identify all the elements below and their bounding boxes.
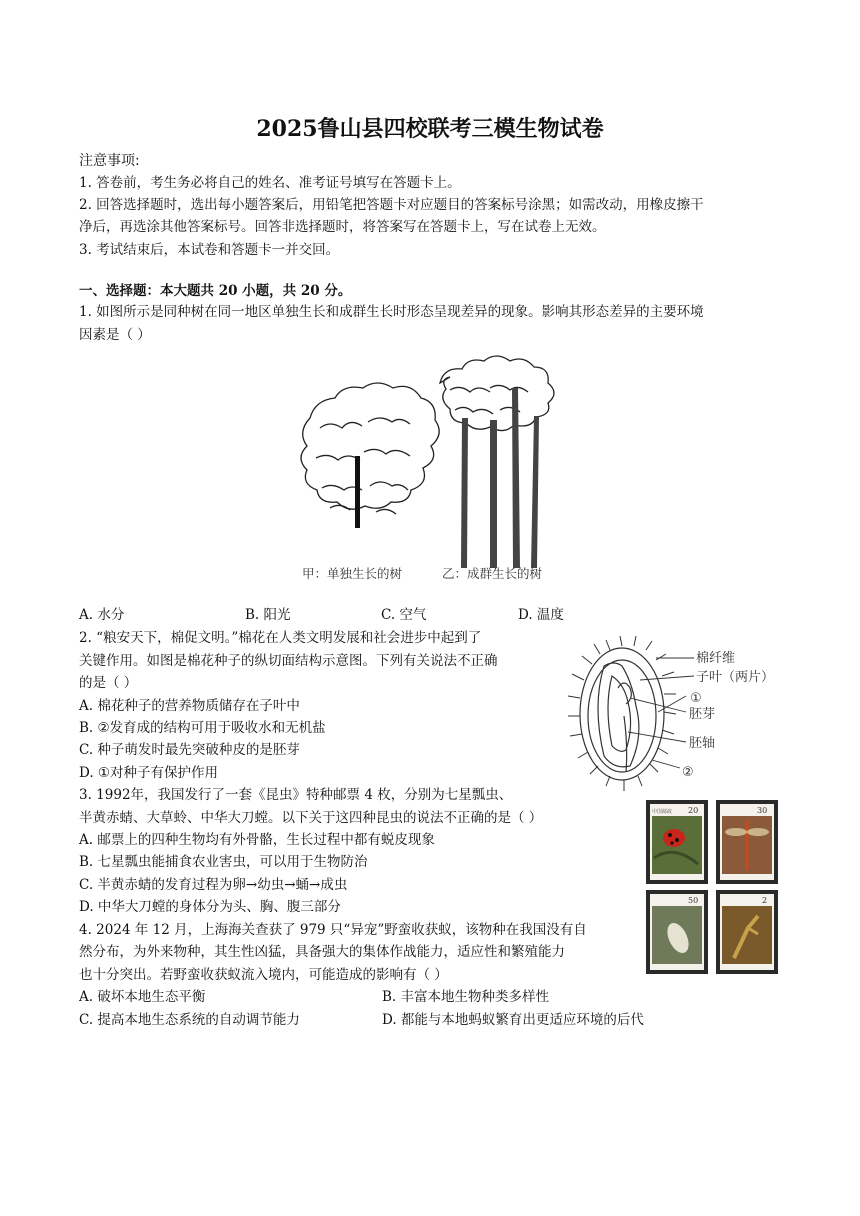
stamp-lacewing: [646, 890, 708, 974]
q1-option-d: D. 温度: [518, 607, 564, 623]
q4-stem-line: 也十分突出。若野蛮收获蚁流入境内，可能造成的影响有（ ）: [79, 967, 448, 983]
stamp-value: 2: [762, 896, 768, 905]
notice-item: 净后，再选涂其他答案标号。回答非选择题时，将答案写在答题卡上，写在试卷上无效。: [79, 219, 606, 235]
q3-option-c: C. 半黄赤蜻的发育过程为卵→幼虫→蛹→成虫: [79, 877, 348, 893]
q4-option-a: A. 破坏本地生态平衡: [79, 989, 206, 1005]
label-hypocotyl: 胚轴: [689, 736, 716, 751]
stamp-value: 30: [757, 806, 768, 815]
stamp-value: 20: [688, 806, 699, 815]
notice-item: 2. 回答选择题时，选出每小题答案后，用铅笔把答题卡对应题目的答案标号涂黑；如需改动，用橡皮擦干: [79, 197, 704, 213]
q3-option-d: D. 中华大刀螳的身体分为头、胸、腹三部分: [79, 899, 341, 915]
notice-heading: 注意事项:: [79, 153, 140, 169]
label-marker-2: ②: [682, 765, 694, 780]
notice-item: 3. 考试结束后，本试卷和答题卡一并交回。: [79, 242, 340, 258]
cotton-seed-figure: [562, 636, 792, 796]
notice-item: 1. 答卷前，考生务必将自己的姓名、准考证号填写在答题卡上。: [79, 175, 461, 191]
stamp-value: 50: [688, 896, 699, 905]
q2-stem-line: 的是（ ）: [79, 675, 138, 691]
q4-option-c: C. 提高本地生态系统的自动调节能力: [79, 1012, 300, 1028]
q2-stem-line: 2. “粮安天下，棉促文明。”棉花在人类文明发展和社会进步中起到了: [79, 630, 482, 646]
caption-grouped-trees: 乙：成群生长的树: [442, 566, 543, 581]
insect-stamps-figure: [644, 798, 782, 976]
q1-option-a: A. 水分: [79, 607, 125, 623]
q4-option-d: D. 都能与本地蚂蚁繁育出更适应环境的后代: [382, 1012, 644, 1028]
label-cotyledon: 子叶（两片）: [696, 670, 775, 685]
q1-stem-line: 1. 如图所示是同种树在同一地区单独生长和成群生长时形态呈现差异的现象。影响其形态差异的主要环境: [79, 304, 704, 320]
q1-option-b: B. 阳光: [245, 607, 291, 623]
q1-option-c: C. 空气: [381, 607, 427, 623]
q3-option-a: A. 邮票上的四种生物均有外骨骼，生长过程中都有蜕皮现象: [79, 832, 435, 848]
q4-stem-line: 然分布，为外来物种，其生性凶猛，具备强大的集体作战能力，适应性和繁殖能力: [79, 944, 565, 960]
q2-option-d: D. ①对种子有保护作用: [79, 765, 219, 781]
q3-option-b: B. 七星瓢虫能捕食农业害虫，可以用于生物防治: [79, 854, 368, 870]
stamp-dragonfly: [716, 800, 778, 884]
stamp-mantis: [716, 890, 778, 974]
q2-option-a: A. 棉花种子的营养物质储存在子叶中: [79, 698, 300, 714]
exam-title: 2025鲁山县四校联考三模生物试卷: [256, 116, 604, 142]
label-marker-1: ①: [690, 691, 702, 706]
lone-tree-illustration: [301, 383, 439, 514]
q2-option-b: B. ②发育成的结构可用于吸收水和无机盐: [79, 720, 326, 736]
label-plumule: 胚芽: [689, 707, 716, 722]
q4-stem-line: 4. 2024 年 12 月，上海海关查获了 979 只“异宠”野蛮收获蚁，该物种在我国没有自: [79, 922, 587, 938]
stamp-ladybug: [646, 800, 708, 884]
q1-stem-line: 因素是（ ）: [79, 327, 151, 343]
section-heading: 一、选择题：本大题共 20 小题，共 20 分。: [79, 283, 352, 299]
q2-option-c: C. 种子萌发时最先突破种皮的是胚芽: [79, 742, 300, 758]
q4-option-b: B. 丰富本地生物种类多样性: [382, 989, 550, 1005]
q2-stem-line: 关键作用。如图是棉花种子的纵切面结构示意图。下列有关说法不正确: [79, 653, 498, 669]
caption-lone-tree: 甲：单独生长的树: [302, 566, 403, 581]
lone-tree-trunk: [355, 456, 360, 528]
label-cotton-fiber: 棉纤维: [696, 651, 736, 666]
stamp-country-text: 中国邮政: [652, 809, 673, 815]
q1-tree-figure: [290, 348, 580, 588]
q3-stem-line: 3. 1992年，我国发行了一套《昆虫》特种邮票 4 枚，分别为七星瓢虫、: [79, 787, 513, 803]
cotton-seed-illustration: [568, 636, 676, 791]
q3-stem-line: 半黄赤蜻、大草蛉、中华大刀螳。以下关于这四种昆虫的说法不正确的是（ ）: [79, 810, 543, 826]
